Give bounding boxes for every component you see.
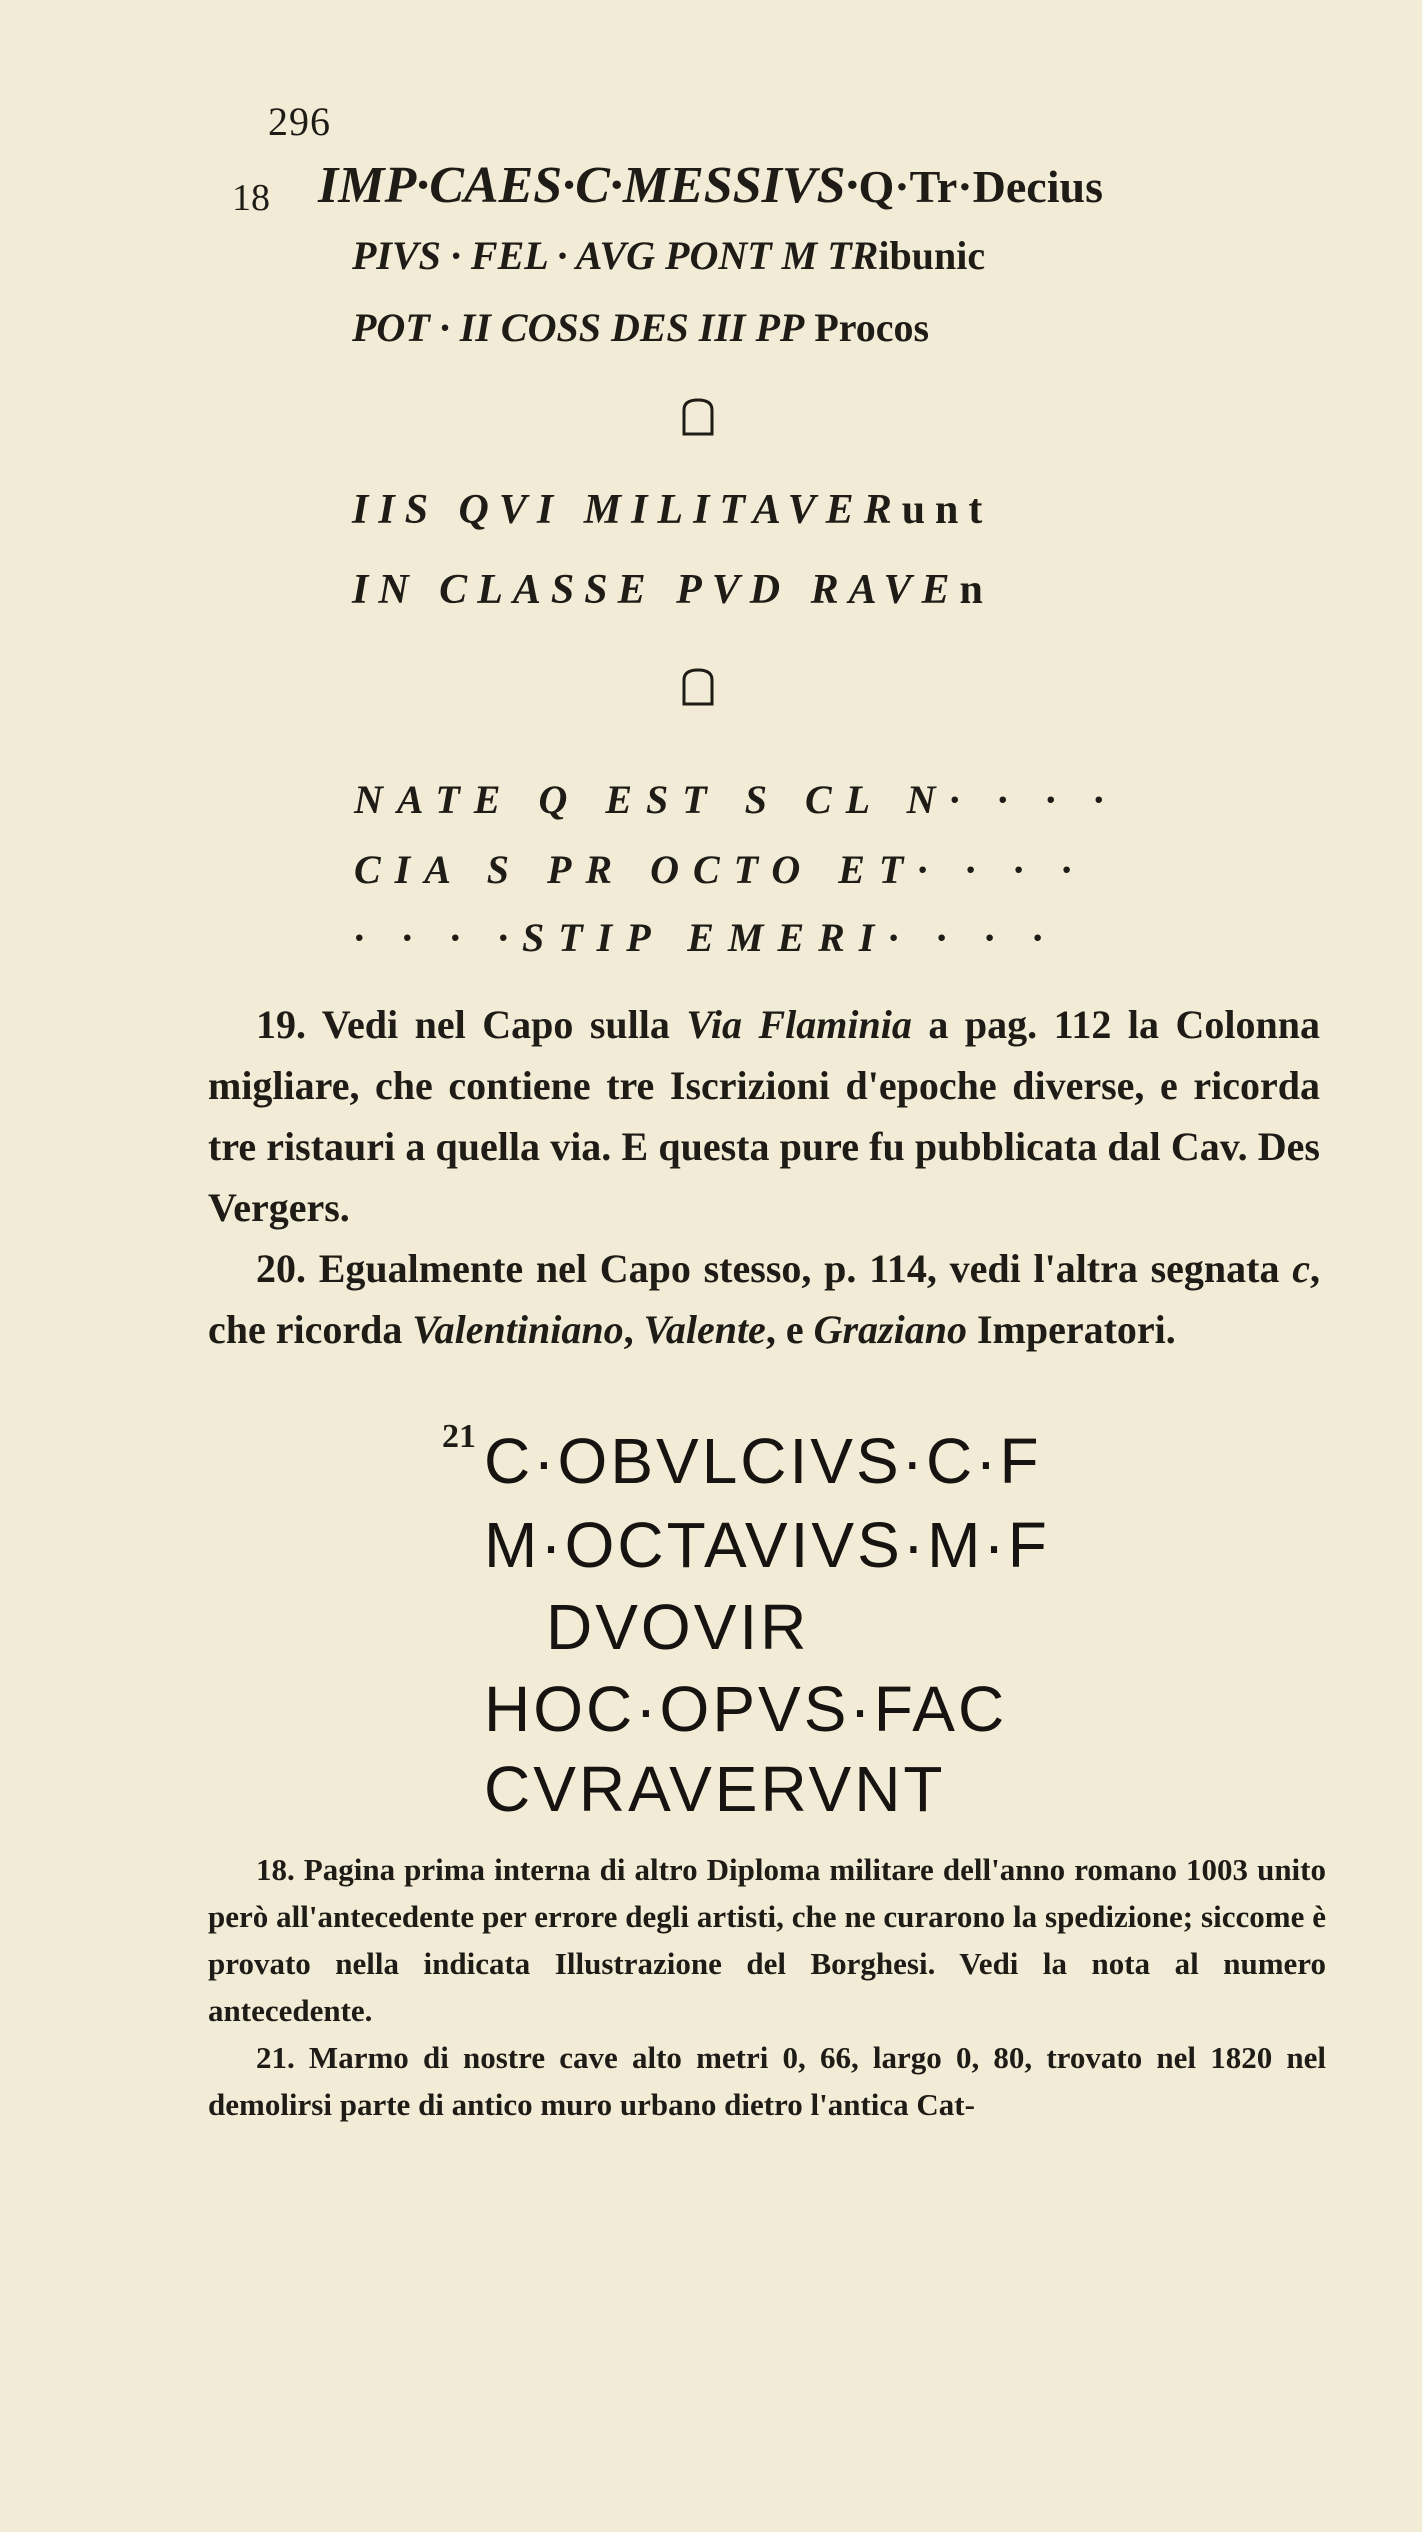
paragraph: 19. Vedi nel Capo sulla Via Flaminia a pag. 112 la Colonna migliare, che contiene tre Iscrizioni d'epoche diverse, e ricorda tre ristauri a quella via. E questa pure fu pubblicata dal Cav. Des Vergers. <box>208 1002 1320 1230</box>
inscription-line: NATE Q EST S CL N· · · · <box>354 777 1118 822</box>
seal-icon <box>676 394 720 438</box>
italic-term: Via Flaminia <box>686 1002 912 1047</box>
body-text <box>208 994 1320 1360</box>
inscription-number: 18 <box>232 177 270 219</box>
italic-term: Graziano <box>813 1307 967 1352</box>
inscription-line: POT · II COSS DES III PP Procos <box>352 305 930 350</box>
italic-term: Valentiniano <box>412 1307 624 1352</box>
inscription-line: M·OCTAVIVS·M·F <box>484 1509 1050 1581</box>
footnote: 21. Marmo di nostre cave alto metri 0, 66, largo 0, 80, trovato nel 1820 nel demolirsi parte di antico muro urbano dietro l'antica Cat- <box>208 2040 1326 2122</box>
page-number: 296 <box>268 99 331 144</box>
italic-term: Valente <box>643 1307 766 1352</box>
inscription-number: 21 <box>442 1418 476 1455</box>
footnotes <box>208 1846 1326 2128</box>
inscription-line: HOC·OPVS·FAC <box>484 1673 1008 1745</box>
inscription-line: IN CLASSE PVD RAVEn <box>352 567 993 613</box>
inscription-line: PIVS · FEL · AVG PONT M TRibunic <box>352 233 986 278</box>
inscription-line: · · · ·STIP EMERI· · · · <box>354 915 1057 960</box>
inscription-line: IIS QVI MILITAVERunt <box>352 487 993 533</box>
inscription-line: CIA S PR OCTO ET· · · · <box>354 847 1086 892</box>
paragraph: 20. Egualmente nel Capo stesso, p. 114, vedi l'altra segnata c, che ricorda Valentiniano, Valente, e Graziano Imperatori. <box>208 1246 1320 1352</box>
inscription-line: IMP·CAES·C·MESSIVS·Q·Tr·Decius <box>318 157 1103 214</box>
inscription-line: CVRAVERVNT <box>484 1753 946 1825</box>
footnote: 18. Pagina prima interna di altro Diploma militare dell'anno romano 1003 unito però all'antecedente per errore degli artisti, che ne curarono la spedizione; siccome è provato nella indicata Illustrazione del Borghesi. Vedi la nota al numero antecedente. <box>208 1852 1326 2028</box>
inscription-line: DVOVIR <box>546 1591 810 1663</box>
seal-icon <box>676 664 720 708</box>
inscription-line: C·OBVLCIVS·C·F <box>484 1425 1042 1497</box>
italic-term: c <box>1292 1246 1310 1291</box>
